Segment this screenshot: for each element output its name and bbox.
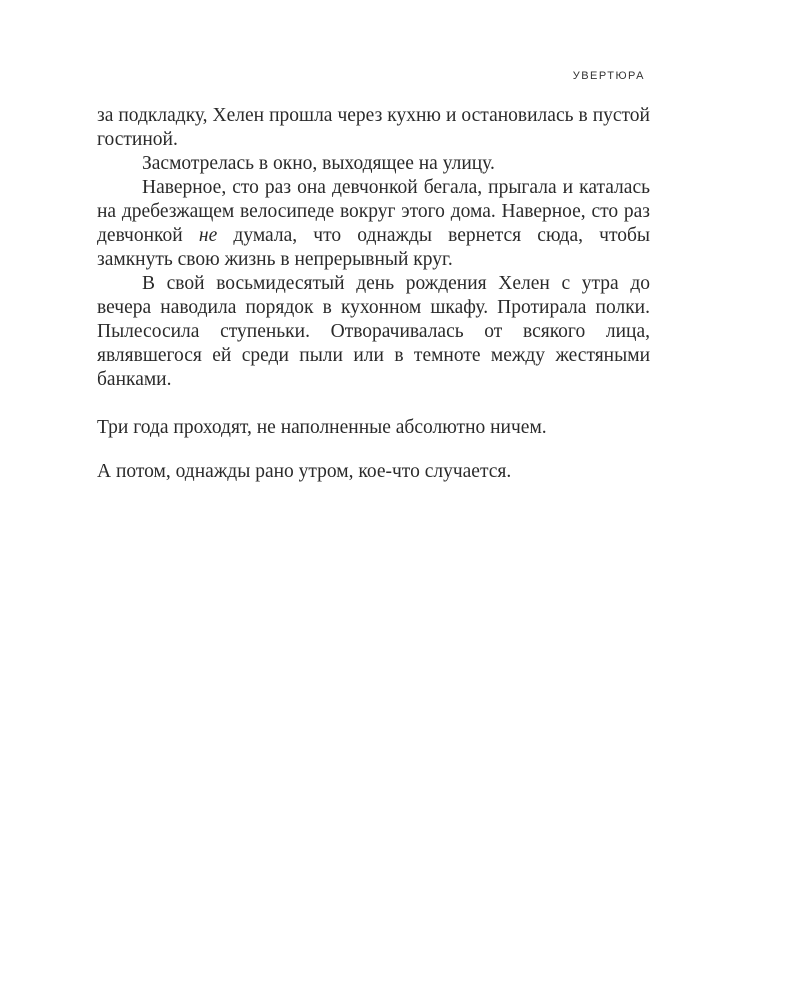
running-head: УВЕРТЮРА: [572, 70, 645, 82]
page-text: [97, 104, 650, 484]
paragraph-3-part-b: думала, что однажды вернется сюда, чтобы замкнуть свою жизнь в непрерывный круг.: [97, 225, 651, 270]
paragraph-3-emphasis: не: [198, 225, 218, 246]
paragraph-3-part-a: Наверное, сто раз она девчонкой бегала, прыгала и каталась на дребезжащем велосипеде вокруг этого дома. Наверное, сто раз девчонкой: [97, 177, 650, 246]
paragraph-3: [97, 176, 650, 272]
paragraph-5: Три года проходят, не наполненные абсолютно ничем.: [97, 417, 547, 438]
paragraph-6: А потом, однажды рано утром, кое-что случается.: [97, 461, 512, 482]
paragraph-2: Засмотрелась в окно, выходящее на улицу.: [142, 153, 495, 174]
paragraph-4: В свой восьмидесятый день рождения Хелен с утра до вечера наводила порядок в кухонном шкафу. Протирала полки. Пылесосила ступеньки. Отворачивалась от всякого лица, являвшегося ей среди пыли или в темноте между жестяными банками.: [97, 273, 650, 390]
paragraph-1: за подкладку, Хелен прошла через кухню и остановилась в пустой гостиной.: [97, 105, 650, 150]
